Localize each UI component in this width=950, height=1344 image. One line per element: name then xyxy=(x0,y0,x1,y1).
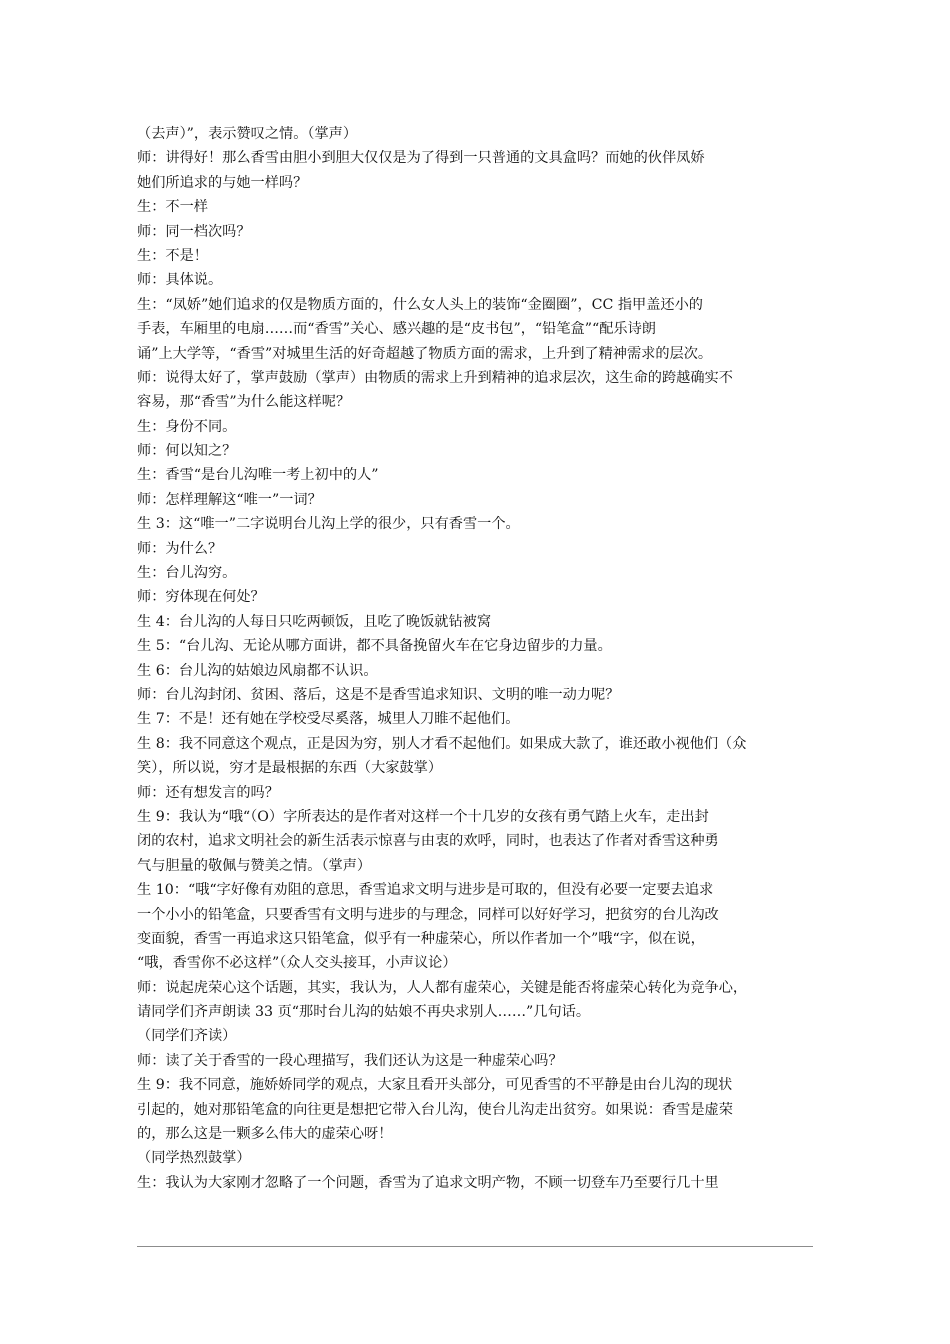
text-line: 的，那么这是一颗多么伟大的虚荣心呀！ xyxy=(137,1126,393,1143)
text-line: 师：台儿沟封闭、贫困、落后，这是不是香雪追求知识、文明的唯一动力呢？ xyxy=(137,686,620,703)
text-line: （同学们齐读） xyxy=(137,1028,237,1045)
text-line: 师：穷体现在何处？ xyxy=(137,589,265,606)
text-line: 师：说起虎荣心这个话题，其实，我认为，人人都有虚荣心，关键是能否将虚荣心转化为竞争心， xyxy=(137,979,748,996)
text-line: 变面貌，香雪一再追求这只铅笔盒，似乎有一种虚荣心，所以作者加一个”哦“字，似在说， xyxy=(137,930,705,947)
text-line: （同学热烈鼓掌） xyxy=(137,1150,251,1167)
text-line: 生：“凤娇”她们追求的仅是物质方面的，什么女人头上的装饰“金圈圈”，CC 指甲盖还小的 xyxy=(137,296,703,313)
text-line: 笑），所以说，穷才是最根据的东西（大家鼓掌） xyxy=(137,760,443,777)
text-line: 她们所追求的与她一样吗？ xyxy=(137,174,308,191)
text-line: 诵”上大学等，“香雪”对城里生活的好奇超越了物质方面的需求，上升到了精神需求的层次。 xyxy=(137,345,713,362)
text-line: 一个小小的铅笔盒，只要香雪有文明与进步的与理念，同样可以好好学习，把贫穷的台儿沟改 xyxy=(137,906,719,923)
text-line: 生：香雪“是台儿沟唯一考上初中的人” xyxy=(137,467,379,484)
text-line: 手表，车厢里的电扇……而“香雪”关心、感兴趣的是“皮书包”，“铅笔盒”“配乐诗朗 xyxy=(137,321,656,338)
text-line: 请同学们齐声朗读 33 页“那时台儿沟的姑娘不再央求别人……”几句话。 xyxy=(137,1004,591,1021)
text-line: 师：同一档次吗？ xyxy=(137,223,251,240)
text-line: 容易，那“香雪”为什么能这样呢？ xyxy=(137,394,351,411)
text-line: 师：讲得好！那么香雪由胆小到胆大仅仅是为了得到一只普通的文具盒吗？而她的伙伴凤娇 xyxy=(137,150,705,167)
text-line: 气与胆量的敬佩与赞美之情。（掌声） xyxy=(137,857,372,874)
text-line: （去声）”，表示赞叹之情。（掌声） xyxy=(137,126,358,142)
text-line: 生：台儿沟穷。 xyxy=(137,565,237,582)
text-line: 生 6：台儿沟的姑娘边风扇都不认识。 xyxy=(137,662,378,679)
text-line: 生 8：我不同意这个观点，正是因为穷，别人才看不起他们。如果成大款了，谁还敢小视他们（众 xyxy=(137,735,747,752)
text-line: 生 10：“哦“字好像有劝阻的意思，香雪追求文明与进步是可取的，但没有必要一定要去追求 xyxy=(137,882,714,899)
text-line: 师：怎样理解这“唯一”一词？ xyxy=(137,491,322,508)
text-line: 师：具体说。 xyxy=(137,272,223,289)
text-line: 生：我认为大家刚才忽略了一个问题，香雪为了追求文明产物，不顾一切登车乃至要行几十里 xyxy=(137,1174,719,1191)
text-line: 生 3：这“唯一”二字说明台儿沟上学的很少，只有香雪一个。 xyxy=(137,516,520,533)
text-line: 引起的，她对那铅笔盒的向往更是想把它带入台儿沟，使台儿沟走出贫穷。如果说：香雪是虚荣 xyxy=(137,1101,733,1118)
text-line: “哦，香雪你不必这样”（众人交头接耳，小声议论） xyxy=(137,955,457,972)
document-body xyxy=(137,122,827,1195)
text-line: 师：读了关于香雪的一段心理描写，我们还认为这是一种虚荣心吗？ xyxy=(137,1052,563,1069)
text-line: 生：身份不同。 xyxy=(137,418,237,435)
text-line: 闭的农村，追求文明社会的新生活表示惊喜与由衷的欢呼，同时，也表达了作者对香雪这种勇 xyxy=(137,833,719,850)
text-line: 师：还有想发言的吗？ xyxy=(137,784,279,801)
text-line: 师：说得太好了，掌声鼓励（掌声）由物质的需求上升到精神的追求层次，这生命的跨越确实不 xyxy=(137,369,733,386)
text-line: 生 9：我不同意，施娇娇同学的观点，大家且看开头部分，可见香雪的不平静是由台儿沟的现状 xyxy=(137,1077,733,1094)
text-line: 生 9：我认为“哦“（O）字所表达的是作者对这样一个十几岁的女孩有勇气踏上火车，走出封 xyxy=(137,808,709,825)
text-line: 生 5：“台儿沟、无论从哪方面讲，都不具备挽留火车在它身边留步的力量。 xyxy=(137,638,612,655)
text-line: 生 7：不是！还有她在学校受尽奚落，城里人刀睢不起他们。 xyxy=(137,711,520,728)
text-line: 生 4：台儿沟的人每日只吃两顿饭，且吃了晚饭就钻被窝 xyxy=(137,613,492,630)
text-line: 师：为什么？ xyxy=(137,540,223,557)
text-line: 师：何以知之？ xyxy=(137,443,237,460)
text-line: 生：不一样 xyxy=(137,199,208,216)
text-line: 生：不是！ xyxy=(137,247,208,264)
footer-divider xyxy=(137,1246,813,1247)
